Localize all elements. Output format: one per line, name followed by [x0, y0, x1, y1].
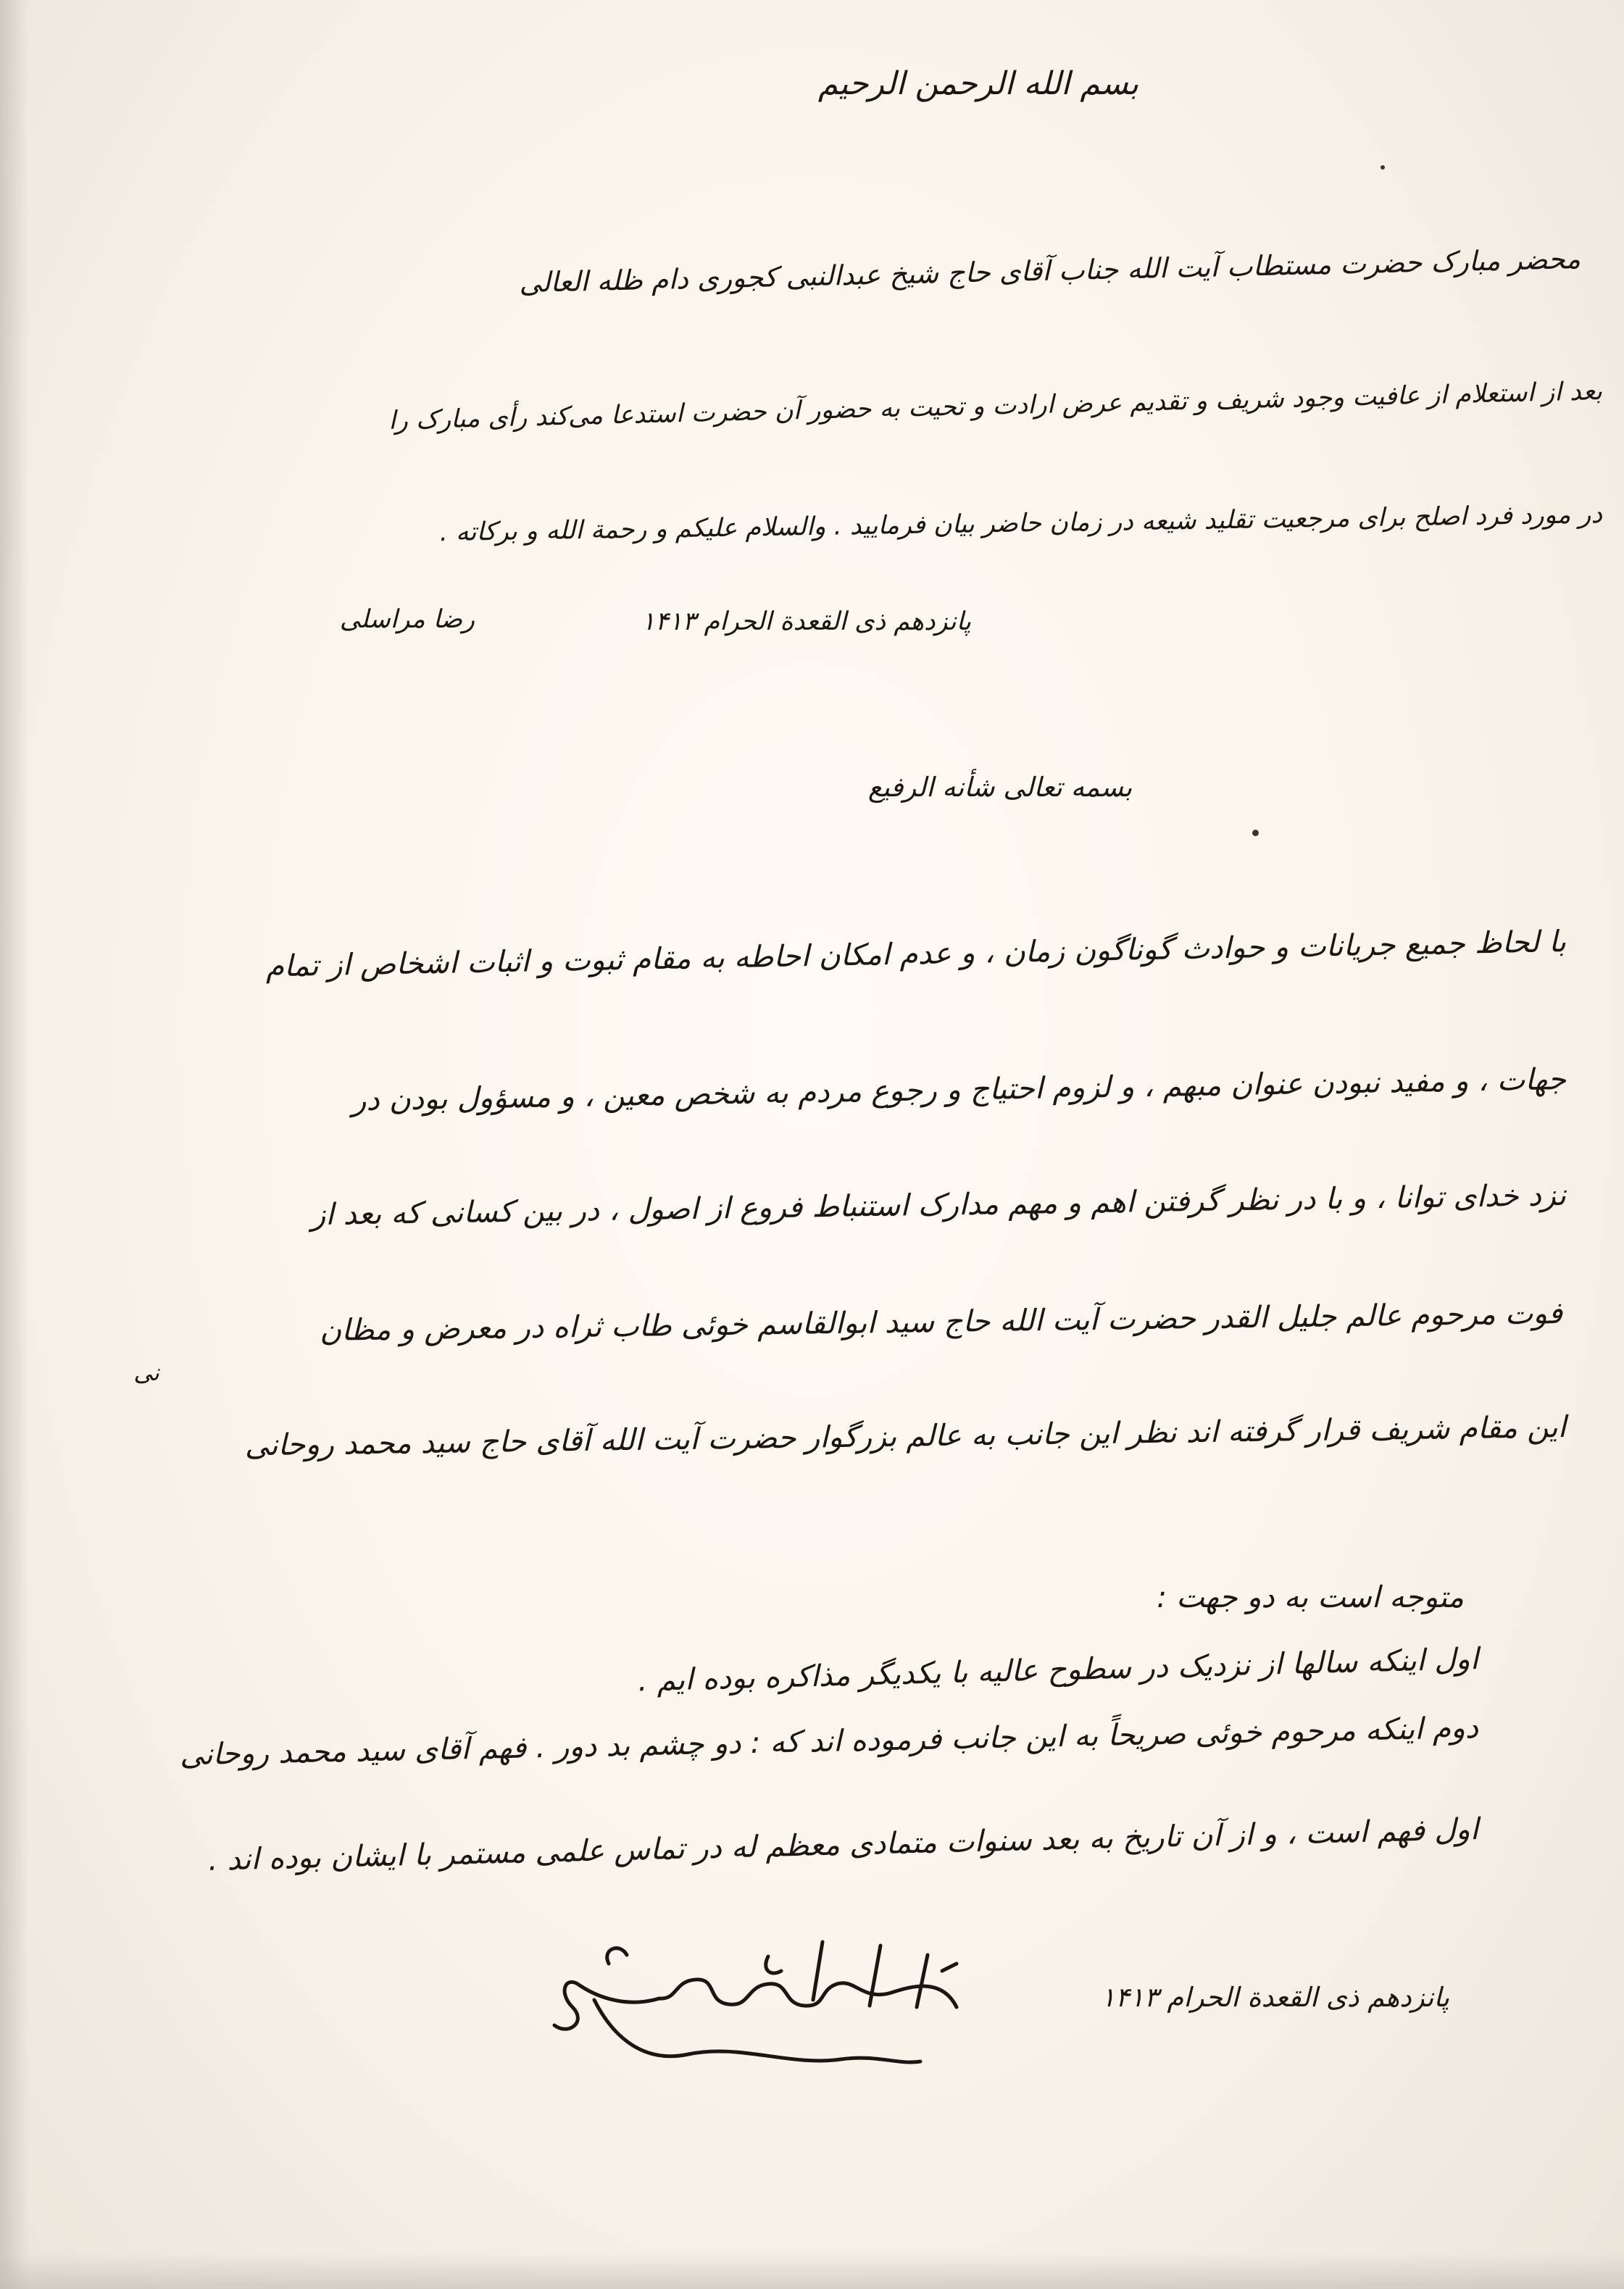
reply-date: پانزدهم ذی القعدة الحرام ۱۴۱۳ [1101, 1982, 1449, 2013]
bismillah-heading: بسم الله الرحمن الرحيم [817, 65, 1139, 102]
reply-reason-3: اول فهم است ، و از آن تاریخ به بعد سنوات متمادی معظم له در تماس علمی مستمر با ایشان بوده اند . [207, 1811, 1479, 1877]
reply-body-line-1: با لحاظ جمیع جریانات و حوادث گوناگون زمان ، و عدم امکان احاطه به مقام ثبوت و اثبات اشخاص از تمام [265, 924, 1567, 984]
signature-scribble [551, 1898, 1000, 2087]
letter-date: پانزدهم ذی القعدة الحرام ۱۴۱۳ [641, 607, 971, 636]
handwritten-signature [551, 1898, 1000, 2087]
reply-body-line-4: فوت مرحوم عالم جلیل القدر حضرت آیت الله حاج سید ابوالقاسم خوئی طاب ثراه در معرض و مظان [319, 1296, 1563, 1348]
letter-body-line-2: در مورد فرد اصلح برای مرجعیت تقلید شیعه در زمان حاضر بیان فرمایید . والسلام علیکم و رحمة الله و برکاته . [439, 500, 1603, 548]
reply-heading: بسمه تعالی شأنه الرفیع [867, 772, 1133, 803]
ink-speck [1252, 830, 1259, 836]
ink-speck [1381, 165, 1385, 170]
page-bottom-shadow [0, 2253, 1624, 2289]
letter-body-line-1: بعد از استعلام از عافیت وجود شریف و تقدیم عرض ارادت و تحیت به حضور آن حضرت استدعا می‌کند رأی مبارک را [388, 377, 1603, 435]
letter-address: محضر مبارک حضرت مستطاب آیت الله جناب آقای حاج شیخ عبدالنبی کجوری دام ظله العالی [518, 243, 1581, 299]
reply-body-line-2: جهات ، و مفید نبودن عنوان مبهم ، و لزوم احتیاج و رجوع مردم به شخص معین ، و مسؤول بودن در [351, 1062, 1567, 1118]
reply-reason-2: دوم اینکه مرحوم خوئی صریحاً به این جانب فرموده اند که : دو چشم بد دور . فهم آقای سید محمد روحانی [179, 1710, 1479, 1772]
reply-margin-note: نی [133, 1359, 159, 1386]
reply-reasons-intro: متوجه است به دو جهت : [1157, 1580, 1464, 1614]
page-edge-shadow [0, 0, 29, 2289]
letter-signer: رضا مراسلی [339, 605, 475, 634]
reply-body-line-5: این مقام شریف قرار گرفته اند نظر این جانب به عالم بزرگوار حضرت آیت الله آقای حاج سید محمد روحانی [244, 1409, 1567, 1463]
reply-body-line-3: نزد خدای توانا ، و با در نظر گرفتن اهم و مهم مدارک استنباط فروع از اصول ، در بین کسانی که بعد از [310, 1177, 1567, 1233]
reply-reason-1: اول اینکه سالها از نزدیک در سطوح عالیه با یکدیگر مذاکره بوده ایم . [637, 1641, 1479, 1698]
